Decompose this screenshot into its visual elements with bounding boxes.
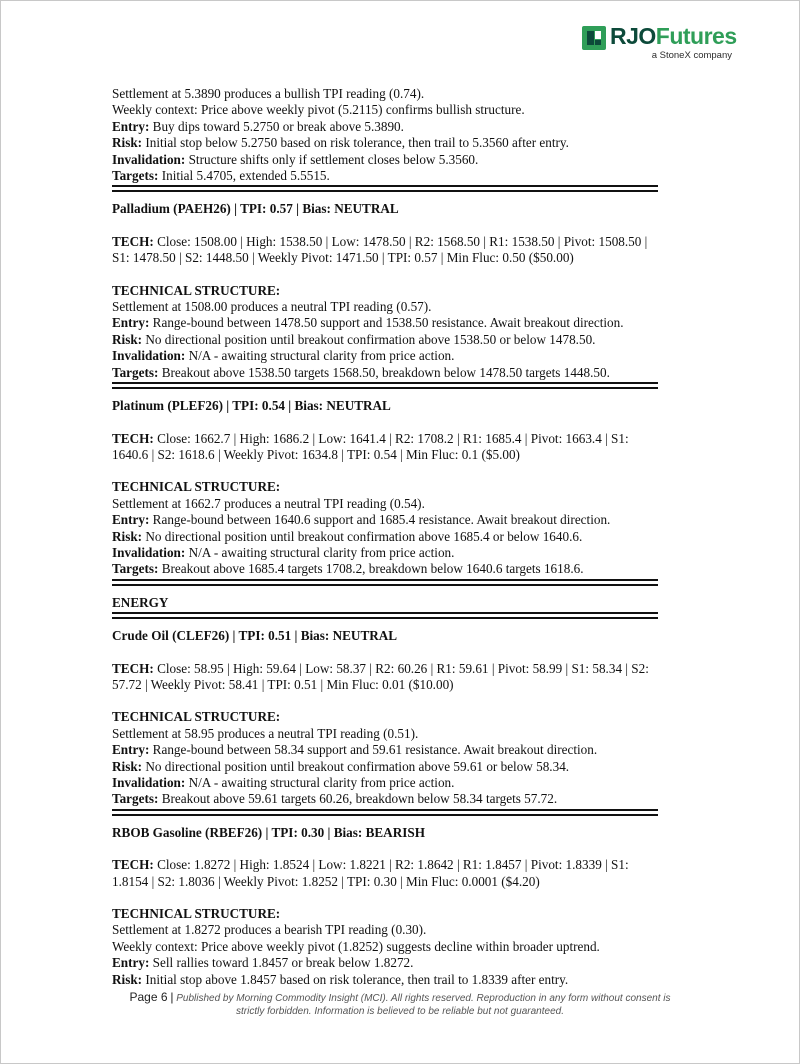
risk-line: Risk: No directional position until breakout confirmation above 1538.50 or below 1478.50. [112, 331, 596, 347]
energy-heading: ENERGY [112, 594, 169, 610]
structure-heading: TECHNICAL STRUCTURE: [112, 906, 281, 922]
platinum-section [112, 398, 658, 578]
page-footer [0, 991, 800, 1018]
section-title: Crude Oil (CLEF26) | TPI: 0.51 | Bias: NEUTRAL [112, 628, 398, 644]
settlement-line: Settlement at 5.3890 produces a bullish TPI reading (0.74). [112, 86, 425, 101]
section-divider [112, 382, 658, 389]
invalidation-line: Invalidation: N/A - awaiting structural clarity from price action. [112, 775, 455, 790]
tech-line: TECH: Close: 1662.7 | High: 1686.2 | Low: 1641.4 | R2: 1708.2 | R1: 1685.4 | Pivot: 1663.4 | S1: 1640.6 | S2: 1618.6 | Weekly Pivot: 1634.8 | TPI: 0.54 | Min Fluc: 0.1 ($5.00) [112, 430, 629, 462]
rjo-logo-icon [582, 26, 606, 50]
structure-heading: TECHNICAL STRUCTURE: [112, 282, 281, 298]
section-title: Platinum (PLEF26) | TPI: 0.54 | Bias: NEUTRAL [112, 398, 391, 414]
section-title: Palladium (PAEH26) | TPI: 0.57 | Bias: NEUTRAL [112, 201, 399, 217]
entry-line: Entry: Sell rallies toward 1.8457 or break below 1.8272. [112, 955, 414, 971]
tech-line: TECH: Close: 1.8272 | High: 1.8524 | Low: 1.8221 | R2: 1.8642 | R1: 1.8457 | Pivot: 1.8339 | S1: 1.8154 | S2: 1.8036 | Weekly Pivot: 1.8252 | TPI: 0.30 | Min Fluc: 0.0001 ($4.20) [112, 857, 629, 889]
footer-disclaimer-line2: strictly forbidden. Information is believed to be reliable but not guaranteed. [236, 1006, 564, 1017]
targets-line: Targets: Breakout above 59.61 targets 60.26, breakdown below 58.34 targets 57.72. [112, 791, 558, 807]
invalidation-line: Invalidation: N/A - awaiting structural clarity from price action. [112, 544, 455, 560]
targets-line: Targets: Breakout above 1538.50 targets 1568.50, breakdown below 1478.50 targets 1448.50. [112, 364, 610, 380]
risk-line: Risk: No directional position until breakout confirmation above 59.61 or below 58.34. [112, 758, 570, 774]
page-number: Page 6 [129, 990, 168, 1004]
tech-line: TECH: Close: 1508.00 | High: 1538.50 | Low: 1478.50 | R2: 1568.50 | R1: 1538.50 | Pivot: 1508.50 | S1: 1478.50 | S2: 1448.50 | Weekly Pivot: 1471.50 | TPI: 0.57 | Min Fluc: 0.50 ($50.00) [112, 233, 648, 266]
structure-heading: TECHNICAL STRUCTURE: [112, 709, 281, 725]
targets-line: Targets: Initial 5.4705, extended 5.5515. [112, 168, 330, 184]
section-divider [112, 185, 658, 192]
settlement-line: Settlement at 1662.7 produces a neutral TPI reading (0.54). [112, 495, 425, 511]
footer-disclaimer-line1: Published by Morning Commodity Insight (MCI). All rights reserved. Reproduction in any form without consent is [176, 993, 671, 1004]
risk-line: Risk: No directional position until breakout confirmation above 1685.4 or below 1640.6. [112, 528, 583, 544]
invalidation-line: Invalidation: N/A - awaiting structural clarity from price action. [112, 348, 455, 364]
palladium-section [112, 201, 658, 381]
settlement-line: Settlement at 1508.00 produces a neutral TPI reading (0.57). [112, 299, 432, 315]
intro-section [112, 86, 658, 184]
section-divider [112, 809, 658, 816]
invalidation-line: Invalidation: Structure shifts only if settlement closes below 5.3560. [112, 151, 479, 167]
report-body [112, 86, 658, 988]
rbob-gasoline-section [112, 825, 658, 988]
weekly-context-line: Weekly context: Price above weekly pivot (5.2115) confirms bullish structure. [112, 102, 525, 118]
settlement-line: Settlement at 1.8272 produces a bearish TPI reading (0.30). [112, 922, 427, 938]
entry-line: Entry: Range-bound between 58.34 support and 59.61 resistance. Await breakout direction. [112, 742, 598, 758]
footer-separator: | [170, 990, 174, 1004]
risk-line: Risk: Initial stop below 5.2750 based on risk tolerance, then trail to 5.3560 after entry. [112, 135, 569, 151]
risk-line: Risk: Initial stop above 1.8457 based on risk tolerance, then trail to 1.8339 after entry. [112, 971, 569, 987]
section-divider [112, 612, 658, 619]
logo-wordmark: RJOFutures [610, 23, 737, 49]
entry-line: Entry: Range-bound between 1640.6 support and 1685.4 resistance. Await breakout direction. [112, 512, 611, 528]
section-title: RBOB Gasoline (RBEF26) | TPI: 0.30 | Bias: BEARISH [112, 824, 425, 840]
targets-line: Targets: Breakout above 1685.4 targets 1708.2, breakdown below 1640.6 targets 1618.6. [112, 561, 584, 577]
entry-line: Entry: Range-bound between 1478.50 support and 1538.50 resistance. Await breakout direction. [112, 315, 624, 331]
tech-line: TECH: Close: 58.95 | High: 59.64 | Low: 58.37 | R2: 60.26 | R1: 59.61 | Pivot: 58.99 | S1: 58.34 | S2: 57.72 | Weekly Pivot: 58.41 | TPI: 0.51 | Min Fluc: 0.01 ($10.00) [112, 660, 649, 692]
crude-oil-section [112, 628, 658, 808]
section-divider [112, 579, 658, 586]
rjo-futures-logo [582, 23, 737, 65]
logo-tagline: a StoneX company [651, 50, 732, 61]
settlement-line: Settlement at 58.95 produces a neutral TPI reading (0.51). [112, 725, 419, 741]
structure-heading: TECHNICAL STRUCTURE: [112, 479, 281, 495]
entry-line: Entry: Buy dips toward 5.2750 or break above 5.3890. [112, 118, 404, 134]
weekly-context-line: Weekly context: Price above weekly pivot (1.8252) suggests decline within broader uptrend. [112, 938, 600, 954]
